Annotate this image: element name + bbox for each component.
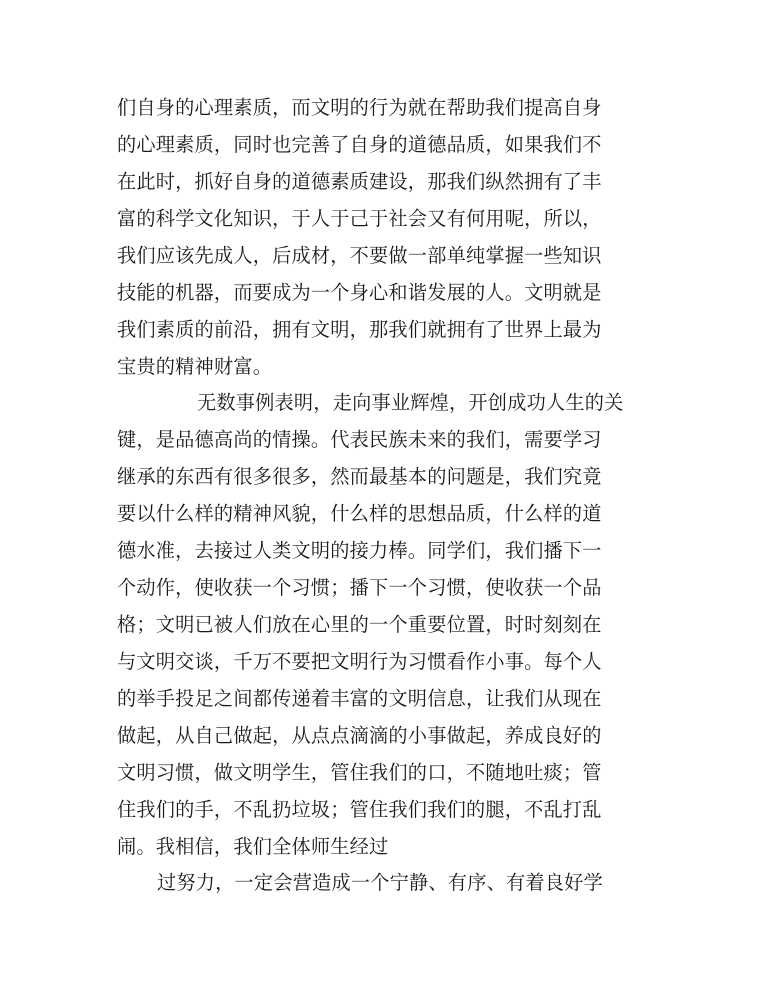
text-line: 与文明交谈，千万不要把文明行为习惯看作小事。每个人 [117,650,602,673]
text-line: 的心理素质，同时也完善了自身的道德品质，如果我们不 [117,133,602,156]
text-line: 过努力，一定会营造成一个宁静、有序、有着良好学 [157,871,603,894]
text-line: 德水准，去接过人类文明的接力棒。同学们，我们播下一 [117,539,602,562]
text-line: 做起，从自己做起，从点点滴滴的小事做起，养成良好的 [117,724,602,747]
text-line: 宝贵的精神财富。 [117,355,273,378]
text-line: 继承的东西有很多很多，然而最基本的问题是，我们究竟 [117,465,602,488]
paragraph-2 [117,384,657,865]
text-line: 个动作，使收获一个习惯；播下一个习惯，使收获一个品 [117,576,602,599]
text-line: 富的科学文化知识，于人于己于社会又有何用呢，所以， [117,207,602,230]
text-line: 格；文明已被人们放在心里的一个重要位置，时时刻刻在 [117,613,602,636]
text-line: 要以什么样的精神风貌，什么样的思想品质，什么样的道 [117,502,602,525]
text-line: 住我们的手，不乱扔垃圾；管住我们我们的腿，不乱打乱 [117,798,602,821]
text-line: 我们素质的前沿，拥有文明，那我们就拥有了世界上最为 [117,318,602,341]
text-line: 的举手投足之间都传递着丰富的文明信息，让我们从现在 [117,687,602,710]
text-line: 闹。我相信，我们全体师生经过 [117,835,389,858]
text-line: 在此时，抓好自身的道德素质建设，那我们纵然拥有了丰 [117,170,602,193]
text-line: 技能的机器，而要成为一个身心和谐发展的人。文明就是 [117,281,602,304]
text-line: 无数事例表明，走向事业辉煌，开创成功人生的关 [197,391,624,414]
text-line: 键，是品德高尚的情操。代表民族未来的我们，需要学习 [117,428,602,451]
paragraph-3 [117,864,657,901]
text-line: 们自身的心理素质，而文明的行为就在帮助我们提高自身 [117,96,602,119]
text-line: 文明习惯，做文明学生，管住我们的口，不随地吐痰；管 [117,761,602,784]
text-line: 我们应该先成人，后成材，不要做一部单纯掌握一些知识 [117,244,602,267]
paragraph-1 [117,89,657,385]
